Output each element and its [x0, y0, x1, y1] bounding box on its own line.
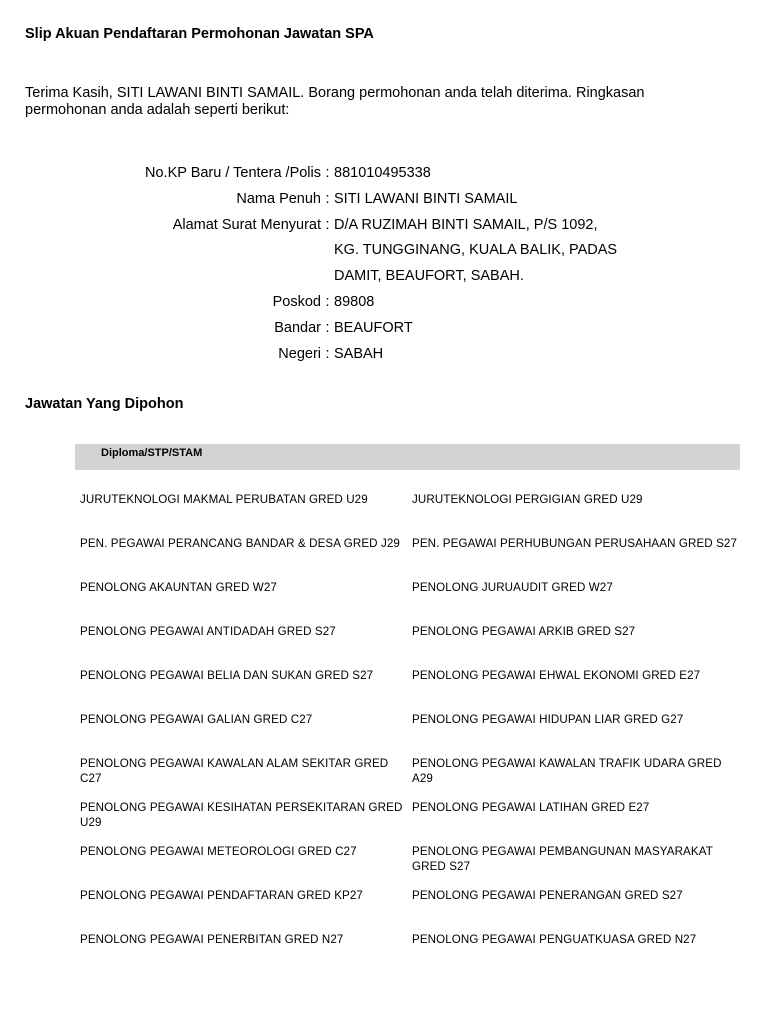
position-cell: PENOLONG PEGAWAI ARKIB GRED S27 — [412, 625, 636, 638]
detail-label: Negeri — [278, 345, 321, 362]
detail-value: KG. TUNGGINANG, KUALA BALIK, PADAS — [334, 242, 618, 259]
table-row — [80, 580, 740, 624]
position-cell: PENOLONG PEGAWAI BELIA DAN SUKAN GRED S27 — [80, 669, 374, 682]
detail-label — [0, 238, 321, 264]
intro-text: Terima Kasih, SITI LAWANI BINTI SAMAIL. Borang permohonan anda telah diterima. Ringkasan permohonan anda adalah seperti berikut: — [25, 85, 645, 118]
position-cell: PEN. PEGAWAI PERHUBUNGAN PERUSAHAAN GRED S27 — [412, 537, 738, 550]
position-cell: PEN. PEGAWAI PERANCANG BANDAR & DESA GRED J29 — [80, 537, 400, 550]
table-row — [80, 624, 740, 668]
detail-label: No.KP Baru / Tentera /Polis — [145, 165, 321, 181]
position-cell: PENOLONG PEGAWAI PENDAFTARAN GRED KP27 — [80, 889, 363, 902]
detail-colon: : — [325, 319, 330, 336]
detail-value: 881010495338 — [334, 165, 431, 181]
detail-value: DAMIT, BEAUFORT, SABAH. — [334, 268, 524, 285]
position-cell: PENOLONG PEGAWAI PENERBITAN GRED N27 — [80, 933, 344, 946]
detail-colon — [321, 264, 334, 290]
position-cell: PENOLONG PEGAWAI PENGUATKUASA GRED N27 — [412, 933, 697, 946]
position-cell: JURUTEKNOLOGI MAKMAL PERUBATAN GRED U29 — [80, 493, 368, 506]
detail-value: D/A RUZIMAH BINTI SAMAIL, P/S 1092, — [334, 216, 598, 233]
detail-colon: : — [325, 345, 330, 362]
position-cell: PENOLONG PEGAWAI KAWALAN ALAM SEKITAR GRED C27 — [80, 757, 389, 785]
detail-row-postcode — [0, 290, 768, 316]
position-cell: PENOLONG PEGAWAI LATIHAN GRED E27 — [412, 801, 650, 814]
detail-colon: : — [325, 216, 330, 233]
table-row — [80, 712, 740, 756]
detail-value: SABAH — [334, 345, 384, 362]
position-cell: PENOLONG PEGAWAI PEMBANGUNAN MASYARAKAT GRED S27 — [412, 845, 713, 873]
position-cell: PENOLONG PEGAWAI KESIHATAN PERSEKITARAN GRED U29 — [80, 801, 403, 829]
position-cell: PENOLONG PEGAWAI METEOROLOGI GRED C27 — [80, 845, 357, 858]
table-row — [80, 932, 740, 976]
applicant-details — [0, 161, 768, 367]
position-cell: PENOLONG PEGAWAI ANTIDADAH GRED S27 — [80, 625, 336, 638]
table-row — [80, 844, 740, 888]
positions-table — [80, 492, 740, 976]
position-cell: PENOLONG PEGAWAI GALIAN GRED C27 — [80, 713, 313, 726]
detail-label: Alamat Surat Menyurat — [172, 216, 321, 233]
table-row — [80, 536, 740, 580]
position-cell: PENOLONG JURUAUDIT GRED W27 — [412, 581, 613, 594]
detail-colon: : — [325, 165, 330, 181]
position-cell: PENOLONG PEGAWAI KAWALAN TRAFIK UDARA GRED A29 — [412, 757, 722, 785]
table-row — [80, 756, 740, 800]
detail-colon: : — [325, 190, 330, 207]
detail-row-state — [0, 342, 768, 368]
detail-label — [0, 264, 321, 290]
table-row — [80, 888, 740, 932]
category-header — [75, 444, 740, 470]
page-title: Slip Akuan Pendaftaran Permohonan Jawatan SPA — [25, 26, 374, 42]
position-cell: JURUTEKNOLOGI PERGIGIAN GRED U29 — [412, 493, 643, 506]
detail-value: 89808 — [334, 293, 375, 310]
detail-label: Nama Penuh — [236, 190, 321, 207]
detail-row-ic — [0, 161, 768, 187]
detail-row-address-line3 — [0, 264, 768, 290]
table-row — [80, 492, 740, 536]
detail-value: BEAUFORT — [334, 319, 413, 336]
detail-row-name — [0, 187, 768, 213]
table-row — [80, 668, 740, 712]
detail-label: Poskod — [272, 293, 321, 310]
detail-colon — [321, 238, 334, 264]
table-row — [80, 800, 740, 844]
detail-label: Bandar — [274, 319, 321, 336]
detail-row-address-line2 — [0, 238, 768, 264]
section-title: Jawatan Yang Dipohon — [25, 396, 184, 412]
position-cell: PENOLONG PEGAWAI HIDUPAN LIAR GRED G27 — [412, 713, 684, 726]
detail-row-city — [0, 316, 768, 342]
detail-value: SITI LAWANI BINTI SAMAIL — [334, 190, 518, 207]
position-cell: PENOLONG AKAUNTAN GRED W27 — [80, 581, 277, 594]
detail-row-address — [0, 213, 768, 239]
position-cell: PENOLONG PEGAWAI EHWAL EKONOMI GRED E27 — [412, 669, 701, 682]
category-label: Diploma/STP/STAM — [101, 447, 203, 459]
position-cell: PENOLONG PEGAWAI PENERANGAN GRED S27 — [412, 889, 683, 902]
detail-colon: : — [325, 293, 330, 310]
